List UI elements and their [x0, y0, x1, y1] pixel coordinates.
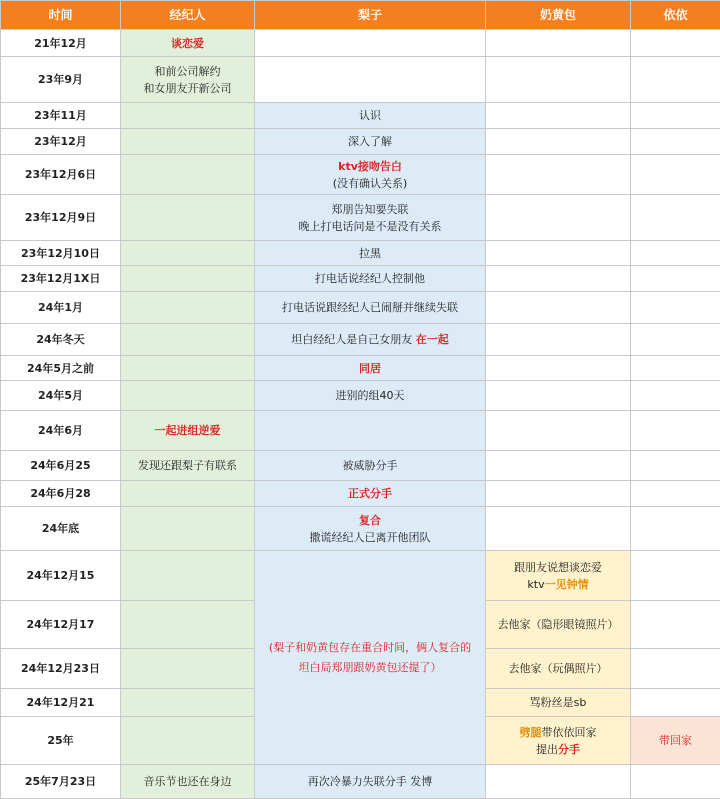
agent-cell [121, 717, 255, 765]
nai-text: 带依依回家 [541, 725, 597, 739]
agent-cell: 一起进组逆爱 [121, 411, 255, 451]
agent-cell [121, 381, 255, 411]
header-time: 时间 [1, 1, 121, 30]
agent-cell [121, 324, 255, 356]
yiyi-cell [631, 241, 720, 266]
lizi-line: 撒谎经纪人已离开他团队 [309, 530, 431, 544]
lizi-cell: 正式分手 [255, 481, 486, 507]
lizi-line: 复合 [359, 513, 381, 527]
date-cell: 24年6月28 [1, 481, 121, 507]
yiyi-cell [631, 195, 720, 241]
date-cell: 24年5月之前 [1, 356, 121, 381]
lizi-cell: 再次冷暴力失联分手 发博 [255, 765, 486, 799]
nai-cell [486, 195, 631, 241]
agent-cell: 谈恋爱 [121, 30, 255, 57]
agent-cell [121, 195, 255, 241]
agent-cell [121, 507, 255, 551]
header-naihuangbao: 奶黄包 [486, 1, 631, 30]
nai-cell [486, 765, 631, 799]
agent-cell: 音乐节也还在身边 [121, 765, 255, 799]
header-yiyi: 依依 [631, 1, 720, 30]
lizi-cell [255, 155, 486, 195]
table-row [1, 381, 720, 411]
date-cell: 23年12月6日 [1, 155, 121, 195]
yiyi-cell [631, 381, 720, 411]
lizi-cell [255, 195, 486, 241]
yiyi-cell [631, 507, 720, 551]
table-row [1, 292, 720, 324]
date-cell: 23年9月 [1, 57, 121, 103]
lizi-cell: 同居 [255, 356, 486, 381]
table-row [1, 241, 720, 266]
agent-cell [121, 481, 255, 507]
nai-cell [486, 103, 631, 129]
date-cell: 24年6月 [1, 411, 121, 451]
yiyi-cell [631, 103, 720, 129]
lizi-cell [255, 30, 486, 57]
nai-text: 提出 [536, 742, 558, 756]
yiyi-cell [631, 324, 720, 356]
yiyi-cell [631, 266, 720, 292]
table-row [1, 155, 720, 195]
nai-cell [486, 551, 631, 601]
yiyi-cell [631, 57, 720, 103]
lizi-cell [255, 507, 486, 551]
table-row [1, 129, 720, 155]
nai-cell [486, 411, 631, 451]
agent-line: 和前公司解约 [154, 64, 221, 78]
nai-line [486, 576, 630, 593]
agent-cell [121, 356, 255, 381]
table-row [1, 507, 720, 551]
date-cell: 24年12月21 [1, 689, 121, 717]
yiyi-cell [631, 155, 720, 195]
lizi-cell: 进别的组40天 [255, 381, 486, 411]
lizi-cell [255, 411, 486, 451]
nai-cell [486, 481, 631, 507]
overlap-note-cell: (梨子和奶黄包存在重合时间，俩人复合的坦白局郑朋跟奶黄包还提了） [255, 551, 486, 765]
nai-cell [486, 30, 631, 57]
lizi-cell: 被威胁分手 [255, 451, 486, 481]
date-cell: 24年6月25 [1, 451, 121, 481]
table-row [1, 356, 720, 381]
yiyi-cell [631, 481, 720, 507]
yiyi-cell [631, 411, 720, 451]
nai-cell [486, 266, 631, 292]
nai-cell [486, 451, 631, 481]
table-row [1, 551, 720, 601]
yiyi-cell [631, 451, 720, 481]
yiyi-cell [631, 30, 720, 57]
nai-cell [486, 292, 631, 324]
table-row [1, 103, 720, 129]
agent-cell [121, 103, 255, 129]
table-row [1, 411, 720, 451]
nai-highlight: 一见钟情 [544, 577, 589, 591]
yiyi-cell [631, 551, 720, 601]
header-lizi: 梨子 [255, 1, 486, 30]
nai-cell [486, 356, 631, 381]
lizi-line: (没有确认关系) [332, 176, 408, 190]
date-cell: 24年12月17 [1, 601, 121, 649]
date-cell: 25年 [1, 717, 121, 765]
agent-cell: 发现还跟梨子有联系 [121, 451, 255, 481]
nai-cell [486, 129, 631, 155]
yiyi-cell [631, 129, 720, 155]
date-cell: 23年11月 [1, 103, 121, 129]
lizi-line: 郑朋告知要失联 [331, 202, 409, 216]
table-row [1, 451, 720, 481]
date-cell: 25年7月23日 [1, 765, 121, 799]
nai-text: ktv [527, 577, 545, 591]
agent-cell [121, 601, 255, 649]
nai-cell [486, 324, 631, 356]
agent-cell [121, 649, 255, 689]
lizi-line: ktv接吻告白 [338, 159, 402, 173]
agent-cell [121, 266, 255, 292]
date-cell: 24年12月23日 [1, 649, 121, 689]
agent-cell [121, 241, 255, 266]
yiyi-cell: 带回家 [631, 717, 720, 765]
nai-cell [486, 155, 631, 195]
date-cell: 24年1月 [1, 292, 121, 324]
yiyi-cell [631, 292, 720, 324]
date-cell: 21年12月 [1, 30, 121, 57]
table-row [1, 324, 720, 356]
nai-highlight: 分手 [558, 742, 580, 756]
nai-cell [486, 241, 631, 266]
table-row [1, 481, 720, 507]
agent-cell [121, 155, 255, 195]
lizi-text: 坦白经纪人是自己女朋友 [291, 333, 413, 346]
lizi-cell: 认识 [255, 103, 486, 129]
date-cell: 23年12月1X日 [1, 266, 121, 292]
nai-cell [486, 507, 631, 551]
date-cell: 24年5月 [1, 381, 121, 411]
header-agent: 经纪人 [121, 1, 255, 30]
yiyi-cell [631, 601, 720, 649]
date-cell: 24年底 [1, 507, 121, 551]
table-row [1, 765, 720, 799]
agent-line: 和女朋友开新公司 [143, 81, 232, 95]
yiyi-cell [631, 689, 720, 717]
yiyi-cell [631, 765, 720, 799]
nai-highlight: 劈腿 [519, 725, 542, 739]
table-row [1, 30, 720, 57]
agent-cell [121, 292, 255, 324]
nai-cell [486, 57, 631, 103]
agent-cell [121, 57, 255, 103]
nai-cell [486, 381, 631, 411]
table-row [1, 57, 720, 103]
lizi-cell: 拉黑 [255, 241, 486, 266]
table-row [1, 195, 720, 241]
date-cell: 24年冬天 [1, 324, 121, 356]
nai-cell: 骂粉丝是sb [486, 689, 631, 717]
date-cell: 24年12月15 [1, 551, 121, 601]
nai-line: 跟朋友说想谈恋爱 [514, 560, 602, 574]
agent-cell [121, 551, 255, 601]
agent-cell [121, 689, 255, 717]
date-cell: 23年12月 [1, 129, 121, 155]
table-row [1, 266, 720, 292]
lizi-cell: 深入了解 [255, 129, 486, 155]
lizi-line: 晚上打电话问是不是没有关系 [298, 219, 442, 233]
date-cell: 23年12月10日 [1, 241, 121, 266]
date-cell: 23年12月9日 [1, 195, 121, 241]
yiyi-cell [631, 356, 720, 381]
nai-cell [486, 717, 631, 765]
nai-cell: 去他家（玩偶照片） [486, 649, 631, 689]
agent-cell [121, 129, 255, 155]
lizi-cell [255, 57, 486, 103]
lizi-cell: 打电话说经纪人控制他 [255, 266, 486, 292]
yiyi-cell [631, 649, 720, 689]
lizi-cell [255, 324, 486, 356]
nai-cell: 去他家（隐形眼镜照片） [486, 601, 631, 649]
header-row [1, 1, 720, 30]
lizi-highlight: 在一起 [415, 333, 449, 346]
lizi-cell: 打电话说跟经纪人已闹掰并继续失联 [255, 292, 486, 324]
